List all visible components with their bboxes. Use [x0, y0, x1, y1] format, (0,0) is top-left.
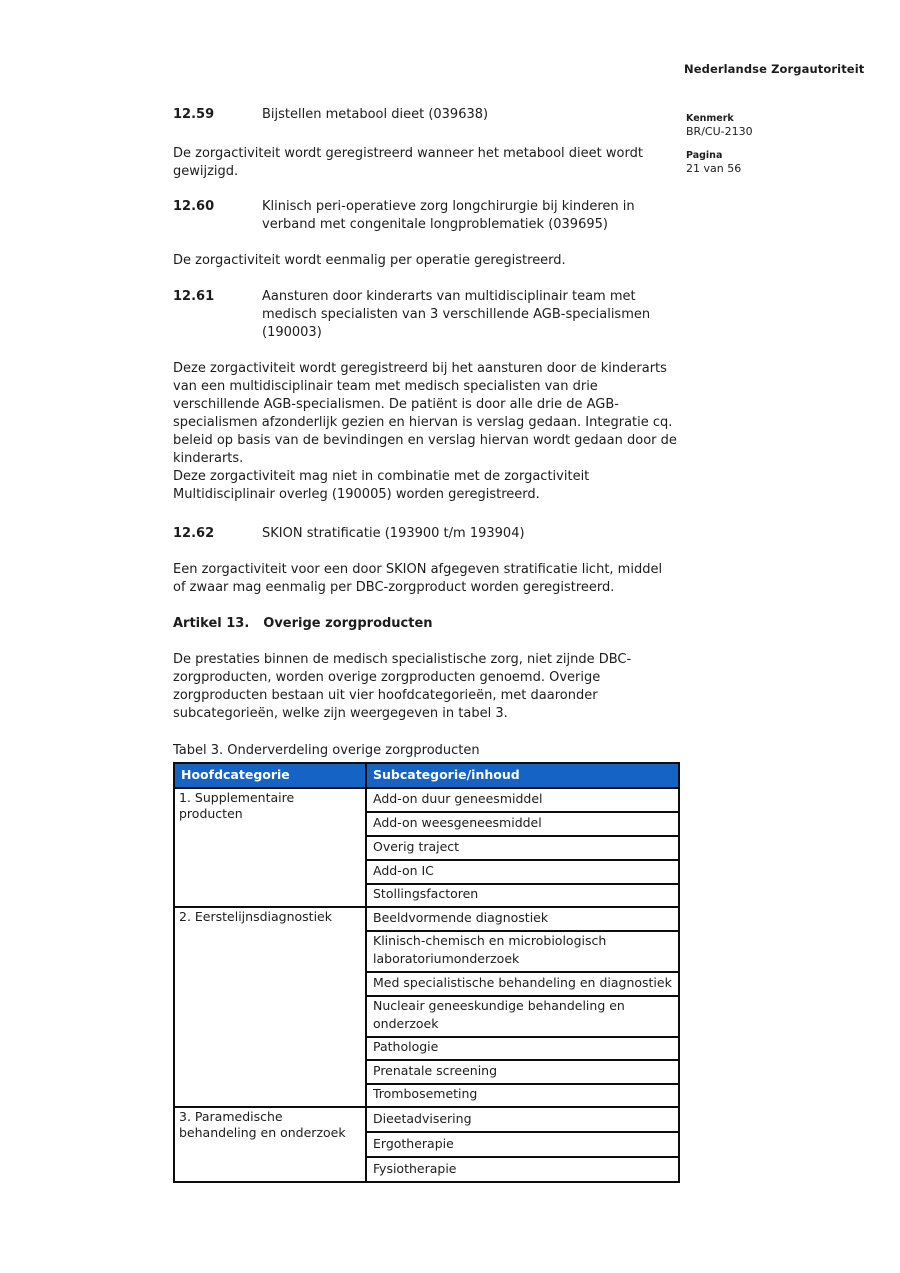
- column-header-subcategorie: Subcategorie/inhoud: [366, 763, 679, 788]
- table-header-row: [174, 763, 679, 788]
- org-wordmark: Nederlandse Zorgautoriteit: [684, 62, 865, 76]
- artikel-heading: [173, 615, 678, 633]
- subcategory-cell: Beeldvormende diagnostiek: [366, 907, 679, 931]
- subcategory-cell: Fysiotherapie: [366, 1157, 679, 1182]
- document-meta: [686, 113, 846, 187]
- category-cell: 2. Eerstelijnsdiagnostiek: [174, 907, 366, 1107]
- table-row: [174, 788, 679, 812]
- subcategory-cell: Prenatale screening: [366, 1060, 679, 1084]
- paragraph: Deze zorgactiviteit wordt geregistreerd bij het aansturen door de kinderarts van een multidisciplinair team met medisch specialisten van drie verschillende AGB-specialismen. De patiënt is door alle drie de AGB-specialismen afzonderlijk gezien en hiervan is verslag gedaan. Integratie cq. beleid op basis van de bevindingen en verslag hiervan wordt gedaan door de kinderarts.: [173, 361, 677, 466]
- section-number: 12.61: [173, 289, 215, 304]
- table-caption: Tabel 3. Onderverdeling overige zorgproducten: [173, 743, 480, 758]
- subcategory-cell: Overig traject: [366, 836, 679, 860]
- artikel-title: Overige zorgproducten: [263, 616, 433, 631]
- section-title: Klinisch peri-operatieve zorg longchirurgie bij kinderen in verband met congenitale longproblematiek (039695): [262, 199, 635, 232]
- section-number: 12.62: [173, 526, 215, 541]
- kenmerk-value: BR/CU-2130: [686, 125, 753, 138]
- section-heading-12-61: [173, 288, 678, 342]
- subcategory-cell: Dieetadvisering: [366, 1107, 679, 1132]
- pagina-label: Pagina: [686, 150, 723, 161]
- subcategory-cell: Trombosemeting: [366, 1084, 679, 1107]
- artikel-number: Artikel 13.: [173, 616, 250, 631]
- subcategory-cell: Add-on IC: [366, 860, 679, 884]
- kenmerk-label: Kenmerk: [686, 113, 734, 124]
- table-row: [174, 907, 679, 931]
- section-title: Aansturen door kinderarts van multidisciplinair team met medisch specialisten van 3 verschillende AGB-specialismen (190003): [262, 289, 651, 340]
- subcategory-cell: Ergotherapie: [366, 1132, 679, 1157]
- section-number: 12.59: [173, 107, 215, 122]
- section-heading-12-59: [173, 106, 678, 124]
- subcategory-cell: Stollingsfactoren: [366, 884, 679, 907]
- section-number: 12.60: [173, 199, 215, 214]
- subcategory-cell: Nucleair geneeskundige behandeling en onderzoek: [366, 996, 679, 1037]
- paragraph: De zorgactiviteit wordt eenmalig per operatie geregistreerd.: [173, 253, 566, 268]
- paragraph: Deze zorgactiviteit mag niet in combinatie met de zorgactiviteit Multidisciplinair overleg (190005) worden geregistreerd.: [173, 469, 590, 502]
- pagina-value: 21 van 56: [686, 162, 742, 175]
- subcategory-cell: Add-on duur geneesmiddel: [366, 788, 679, 812]
- subcategory-cell: Add-on weesgeneesmiddel: [366, 812, 679, 836]
- section-heading-12-60: [173, 198, 678, 234]
- category-cell: 3. Paramedische behandeling en onderzoek: [174, 1107, 366, 1182]
- column-header-hoofdcategorie: Hoofdcategorie: [174, 763, 366, 788]
- subcategory-cell: Med specialistische behandeling en diagnostiek: [366, 972, 679, 996]
- subcategory-cell: Klinisch-chemisch en microbiologisch laboratoriumonderzoek: [366, 931, 679, 972]
- category-cell: 1. Supplementaire producten: [174, 788, 366, 907]
- paragraph: Een zorgactiviteit voor een door SKION afgegeven stratificatie licht, middel of zwaar mag eenmalig per DBC-zorgproduct worden geregistreerd.: [173, 562, 663, 595]
- section-heading-12-62: [173, 525, 678, 543]
- paragraph: De prestaties binnen de medisch specialistische zorg, niet zijnde DBC-zorgproducten, worden overige zorgproducten genoemd. Overige zorgproducten bestaan uit vier hoofdcategorieën, met daaronder subcategorieën, welke zijn weergegeven in tabel 3.: [173, 652, 632, 721]
- overige-zorgproducten-table: [173, 762, 680, 1183]
- table-row: [174, 1107, 679, 1132]
- section-title: SKION stratificatie (193900 t/m 193904): [262, 526, 525, 541]
- paragraph: De zorgactiviteit wordt geregistreerd wanneer het metabool dieet wordt gewijzigd.: [173, 146, 643, 179]
- main-content: [173, 106, 678, 1183]
- subcategory-cell: Pathologie: [366, 1037, 679, 1060]
- section-title: Bijstellen metabool dieet (039638): [262, 107, 489, 122]
